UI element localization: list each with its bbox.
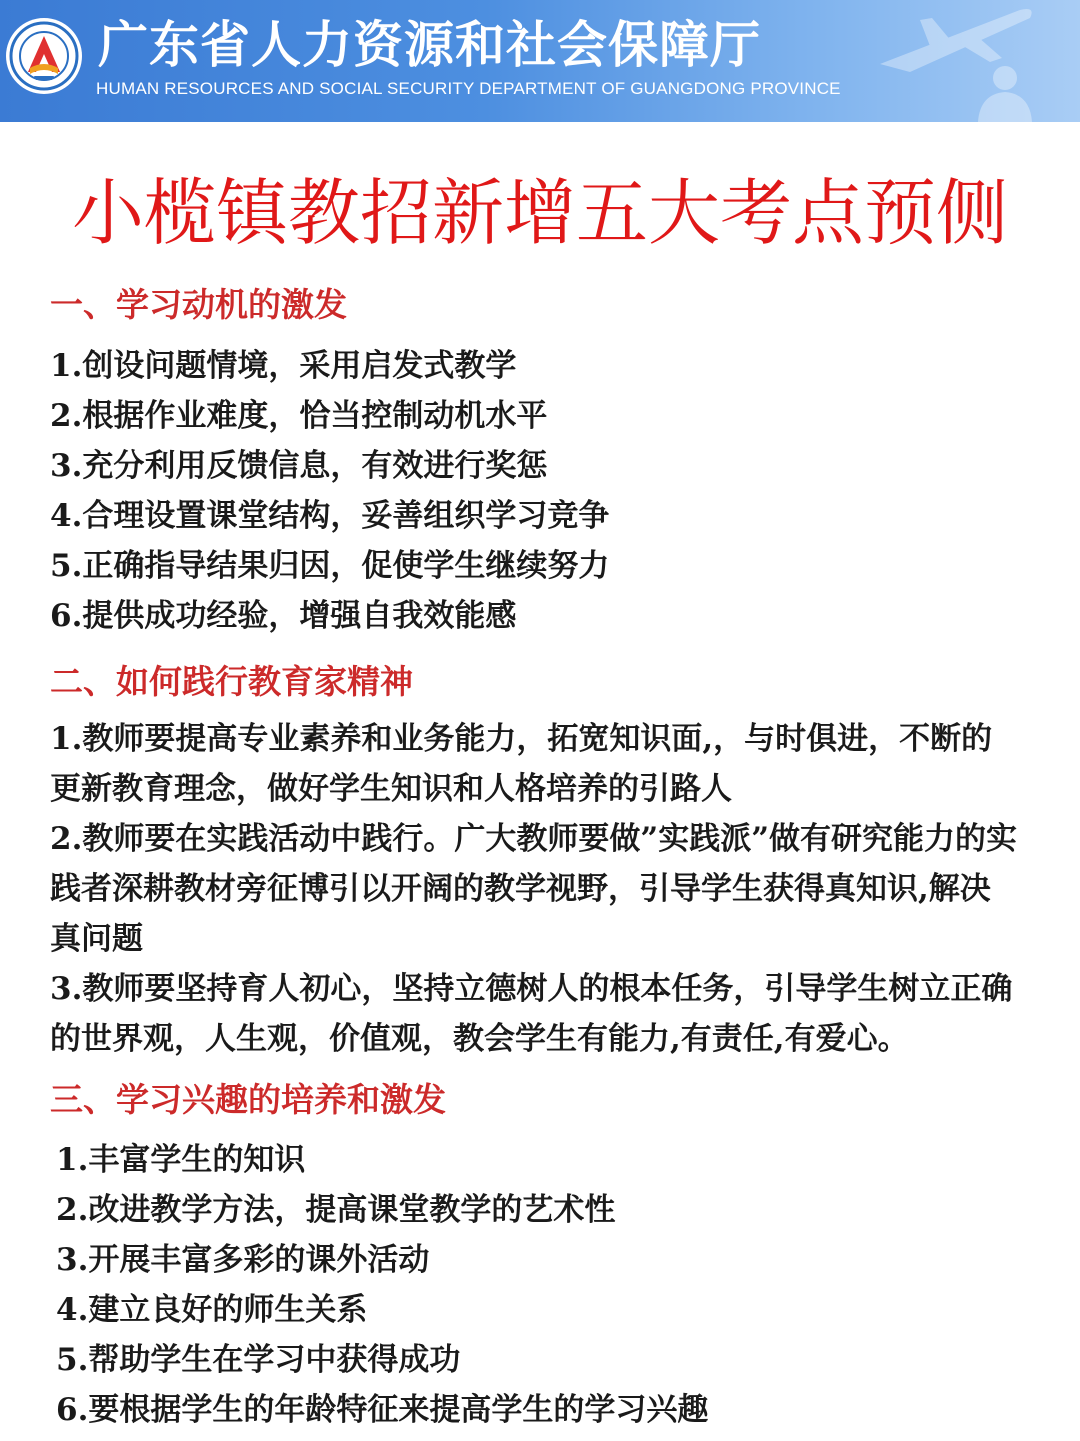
section-heading: 二、如何践行教育家精神 [50,662,413,701]
list-item: 4.合理设置课堂结构，妥善组织学习竞争 [50,498,610,534]
section-heading: 三、学习兴趣的培养和激发 [50,1080,446,1119]
section-heading: 一、学习动机的激发 [50,285,347,324]
person-icon [970,62,1040,122]
list-item: 3.开展丰富多彩的课外活动 [56,1242,430,1278]
page-title: 小榄镇教招新增五大考点预侧 [71,171,1008,255]
list-item: 5.帮助学生在学习中获得成功 [56,1342,461,1378]
list-item: 6.提供成功经验，增强自我效能感 [50,598,517,634]
list-item: 1.丰富学生的知识 [56,1142,306,1178]
list-item: 1.教师要提高专业素养和业务能力，拓宽知识面,，与时俱进，不断的更新教育理念，做好学生知识和人格培养的引路人 [50,721,993,807]
list-item: 2.改进教学方法，提高课堂教学的艺术性 [56,1192,616,1228]
list-item: 1.创设问题情境，采用启发式教学 [50,348,517,384]
list-item: 4.建立良好的师生关系 [56,1292,368,1328]
list-item: 5.正确指导结果归因，促使学生继续努力 [50,548,610,584]
list-item: 2.根据作业难度，恰当控制动机水平 [50,398,548,434]
list-item: 3.教师要坚持育人初心，坚持立德树人的根本任务，引导学生树立正确的世界观，人生观，价值观，教会学生有能力,有责任,有爱心。 [50,971,1013,1057]
list-item: 2.教师要在实践活动中践行。广大教师要做”实践派”做有研究能力的实践者深耕教材旁征博引以开阔的教学视野，引导学生获得真知识,解决真问题 [50,821,1018,957]
department-subtitle: HUMAN RESOURCES AND SOCIAL SECURITY DEPARTMENT OF GUANGDONG PROVINCE [96,79,841,98]
department-title: 广东省人力资源和社会保障厅 [98,16,761,74]
emblem-icon [4,16,84,96]
list-item: 3.充分利用反馈信息，有效进行奖惩 [50,448,548,484]
list-item: 6.要根据学生的年龄特征来提高学生的学习兴趣 [56,1392,709,1428]
header-banner [0,0,1080,122]
